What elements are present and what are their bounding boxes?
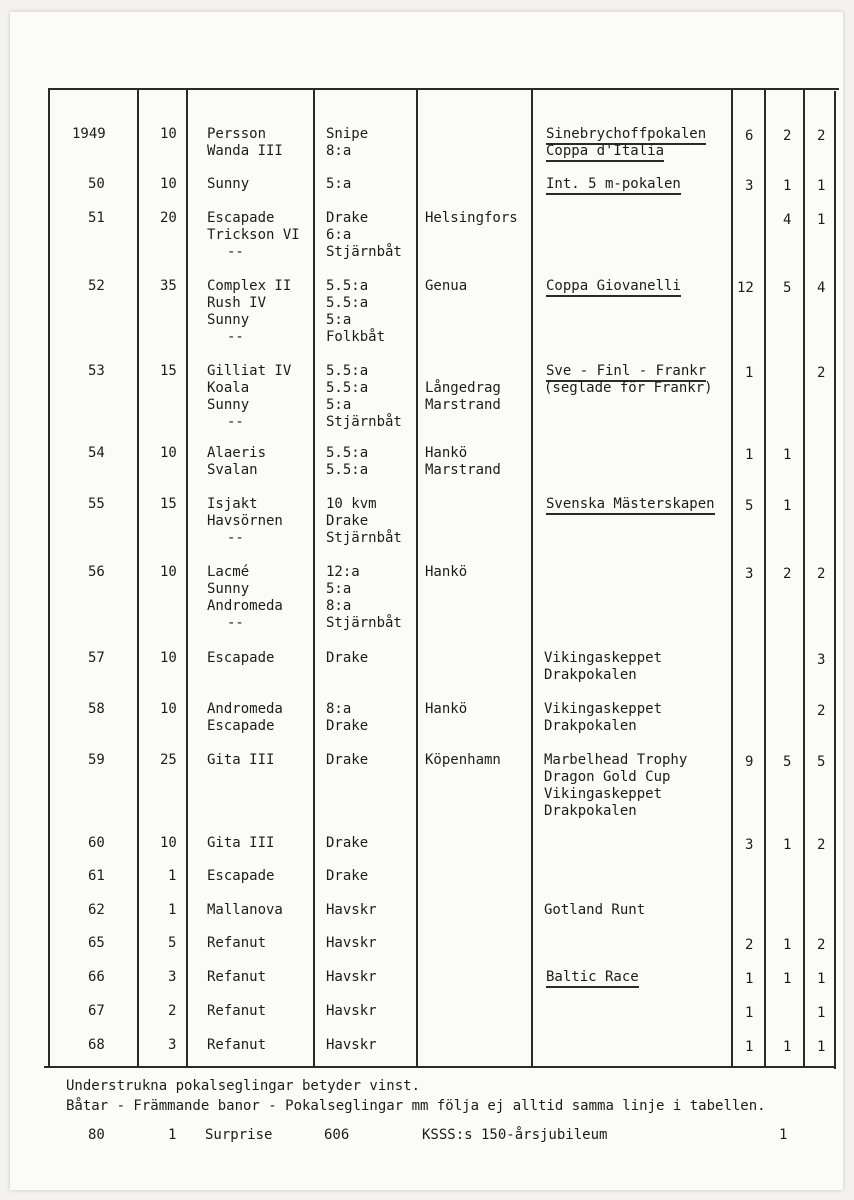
row-boat: Sunny xyxy=(207,397,250,413)
row-c2: 4 xyxy=(783,212,792,228)
row-class: 5.5:a xyxy=(326,278,369,294)
row-class: Stjärnbåt xyxy=(326,244,402,260)
row-boat: Svalan xyxy=(207,462,258,478)
row-c3: 2 xyxy=(817,703,826,719)
row-c3: 1 xyxy=(817,212,826,228)
row-c3: 2 xyxy=(817,365,826,381)
row-boat: Rush IV xyxy=(207,295,267,311)
row-class: 5.5:a xyxy=(326,445,369,461)
row-count: 3 xyxy=(168,1037,177,1053)
row-count: 20 xyxy=(160,210,177,226)
row-count: 10 xyxy=(160,445,177,461)
row-c1: 1 xyxy=(745,365,754,381)
extra-boat: Surprise xyxy=(205,1127,273,1143)
row-class: Drake xyxy=(326,835,369,851)
row-c2: 1 xyxy=(783,837,792,853)
row-class: Havskr xyxy=(326,935,377,951)
table-bottom-border xyxy=(44,1066,835,1068)
column-divider xyxy=(764,90,766,1068)
row-venue: Köpenhamn xyxy=(425,752,501,768)
row-year: 58 xyxy=(88,701,105,717)
row-count: 1 xyxy=(168,868,177,884)
row-trophy: Vikingaskeppet xyxy=(544,786,663,802)
row-c1: 6 xyxy=(745,128,754,144)
row-year: 61 xyxy=(88,868,105,884)
row-class: 12:a xyxy=(326,564,360,580)
row-boat: Complex II xyxy=(207,278,292,294)
row-venue: Långedrag xyxy=(425,380,501,396)
row-boat: Escapade xyxy=(207,210,275,226)
extra-class: 606 xyxy=(324,1127,350,1143)
row-trophy-won: Int. 5 m-pokalen xyxy=(546,176,681,195)
row-trophy-won: Sinebrychoffpokalen xyxy=(546,126,706,145)
row-year: 59 xyxy=(88,752,105,768)
row-year: 50 xyxy=(88,176,105,192)
row-boat: -- xyxy=(227,530,244,546)
row-year: 54 xyxy=(88,445,105,461)
column-divider xyxy=(186,89,188,1067)
row-c2: 1 xyxy=(783,447,792,463)
row-class: 8:a xyxy=(326,701,352,717)
row-class: 5.5:a xyxy=(326,363,369,379)
row-boat: Andromeda xyxy=(207,701,283,717)
extra-count: 1 xyxy=(779,1127,788,1143)
row-trophy-won: Coppa Giovanelli xyxy=(546,278,681,297)
row-venue: Hankö xyxy=(425,564,468,580)
row-boat: Sunny xyxy=(207,581,250,597)
row-c1: 3 xyxy=(745,178,754,194)
row-boat: Koala xyxy=(207,380,250,396)
row-boat: Refanut xyxy=(207,935,267,951)
row-boat: Persson xyxy=(207,126,267,142)
row-c1: 12 xyxy=(737,280,754,296)
row-class: 8:a xyxy=(326,143,352,159)
row-class: 5.5:a xyxy=(326,380,369,396)
column-divider xyxy=(531,90,533,1068)
row-count: 10 xyxy=(160,701,177,717)
column-divider xyxy=(834,91,836,1069)
row-class: Havskr xyxy=(326,969,377,985)
column-divider xyxy=(731,90,733,1068)
row-boat: Isjakt xyxy=(207,496,258,512)
row-count: 10 xyxy=(160,564,177,580)
row-boat: Lacmé xyxy=(207,564,250,580)
row-year: 53 xyxy=(88,363,105,379)
row-class: Stjärnbåt xyxy=(326,615,402,631)
row-class: 10 kvm xyxy=(326,496,377,512)
row-boat: Mallanova xyxy=(207,902,283,918)
row-boat: Escapade xyxy=(207,718,275,734)
row-boat: Havsörnen xyxy=(207,513,283,529)
row-class: 5:a xyxy=(326,176,352,192)
row-class: Stjärnbåt xyxy=(326,414,402,430)
row-trophy: Drakpokalen xyxy=(544,667,637,683)
row-c3: 2 xyxy=(817,128,826,144)
row-trophy: Drakpokalen xyxy=(544,718,637,734)
row-class: 5.5:a xyxy=(326,295,369,311)
row-boat: -- xyxy=(227,615,244,631)
row-venue: Genua xyxy=(425,278,468,294)
row-c2: 1 xyxy=(783,937,792,953)
row-trophy: Vikingaskeppet xyxy=(544,650,663,666)
row-year: 51 xyxy=(88,210,105,226)
row-year: 56 xyxy=(88,564,105,580)
row-c3: 2 xyxy=(817,837,826,853)
row-class: Havskr xyxy=(326,902,377,918)
row-c1: 1 xyxy=(745,447,754,463)
row-year: 67 xyxy=(88,1003,105,1019)
row-c1: 2 xyxy=(745,937,754,953)
row-c3: 2 xyxy=(817,937,826,953)
column-divider xyxy=(803,90,805,1068)
row-class: 5:a xyxy=(326,397,352,413)
row-count: 2 xyxy=(168,1003,177,1019)
row-year: 1949 xyxy=(72,126,106,142)
row-boat: Refanut xyxy=(207,1003,267,1019)
row-class: 6:a xyxy=(326,227,352,243)
row-c2: 1 xyxy=(783,498,792,514)
row-c1: 1 xyxy=(745,971,754,987)
table-top-border xyxy=(48,88,839,90)
row-count: 5 xyxy=(168,935,177,951)
row-c3: 3 xyxy=(817,652,826,668)
row-trophy-won: Coppa d'Italia xyxy=(546,143,664,162)
extra-num: 1 xyxy=(168,1127,177,1143)
extra-year: 80 xyxy=(88,1127,105,1143)
row-count: 10 xyxy=(160,650,177,666)
row-c3: 4 xyxy=(817,280,826,296)
row-c3: 5 xyxy=(817,754,826,770)
row-trophy-won: Baltic Race xyxy=(546,969,639,988)
row-count: 3 xyxy=(168,969,177,985)
row-year: 60 xyxy=(88,835,105,851)
row-class: Havskr xyxy=(326,1037,377,1053)
row-c3: 1 xyxy=(817,1005,826,1021)
row-count: 15 xyxy=(160,363,177,379)
row-boat: Gilliat IV xyxy=(207,363,292,379)
row-class: Havskr xyxy=(326,1003,377,1019)
row-trophy: Dragon Gold Cup xyxy=(544,769,671,785)
row-c2: 2 xyxy=(783,566,792,582)
row-c2: 1 xyxy=(783,971,792,987)
row-class: Drake xyxy=(326,210,369,226)
row-boat: Alaeris xyxy=(207,445,267,461)
row-c2: 5 xyxy=(783,754,792,770)
row-trophy: Marbelhead Trophy xyxy=(544,752,688,768)
row-year: 68 xyxy=(88,1037,105,1053)
row-boat: Escapade xyxy=(207,868,275,884)
row-boat: Trickson VI xyxy=(207,227,300,243)
row-class: Stjärnbåt xyxy=(326,530,402,546)
row-c2: 1 xyxy=(783,178,792,194)
row-class: 5.5:a xyxy=(326,462,369,478)
row-venue: Hankö xyxy=(425,701,468,717)
row-boat: -- xyxy=(227,244,244,260)
footnote-underline: Understrukna pokalseglingar betyder vinst. xyxy=(66,1078,421,1094)
row-trophy: Vikingaskeppet xyxy=(544,701,663,717)
row-c1: 5 xyxy=(745,498,754,514)
row-boat: Gita III xyxy=(207,835,275,851)
row-class: Drake xyxy=(326,718,369,734)
row-boat: Sunny xyxy=(207,176,250,192)
row-class: Folkbåt xyxy=(326,329,386,345)
row-boat: Sunny xyxy=(207,312,250,328)
row-c3: 1 xyxy=(817,971,826,987)
row-class: Drake xyxy=(326,752,369,768)
row-year: 66 xyxy=(88,969,105,985)
row-year: 55 xyxy=(88,496,105,512)
column-divider xyxy=(313,89,315,1067)
row-year: 62 xyxy=(88,902,105,918)
row-boat: Refanut xyxy=(207,1037,267,1053)
row-count: 25 xyxy=(160,752,177,768)
row-class: Drake xyxy=(326,650,369,666)
row-class: 8:a xyxy=(326,598,352,614)
row-count: 15 xyxy=(160,496,177,512)
row-trophy: (seglade för Frankr) xyxy=(544,380,713,396)
row-c2: 2 xyxy=(783,128,792,144)
row-count: 10 xyxy=(160,176,177,192)
row-c1: 3 xyxy=(745,566,754,582)
row-boat: -- xyxy=(227,329,244,345)
column-divider xyxy=(137,88,139,1066)
row-c2: 1 xyxy=(783,1039,792,1055)
row-class: 5:a xyxy=(326,581,352,597)
row-boat: Gita III xyxy=(207,752,275,768)
row-class: Snipe xyxy=(326,126,369,142)
row-trophy-won: Svenska Mästerskapen xyxy=(546,496,715,515)
row-count: 1 xyxy=(168,902,177,918)
row-c1: 9 xyxy=(745,754,754,770)
row-c3: 2 xyxy=(817,566,826,582)
row-class: Drake xyxy=(326,513,369,529)
row-year: 52 xyxy=(88,278,105,294)
row-boat: -- xyxy=(227,414,244,430)
row-count: 10 xyxy=(160,835,177,851)
column-divider xyxy=(48,88,50,1066)
row-c1: 1 xyxy=(745,1039,754,1055)
footnote-columns: Båtar - Främmande banor - Pokalseglingar mm följa ej alltid samma linje i tabellen. xyxy=(66,1098,766,1114)
row-venue: Marstrand xyxy=(425,397,501,413)
row-count: 10 xyxy=(160,126,177,142)
row-venue: Marstrand xyxy=(425,462,501,478)
row-count: 35 xyxy=(160,278,177,294)
row-boat: Andromeda xyxy=(207,598,283,614)
document-page xyxy=(10,12,843,1190)
column-divider xyxy=(416,89,418,1067)
row-trophy-won: Sve - Finl - Frankr xyxy=(546,363,706,382)
row-boat: Escapade xyxy=(207,650,275,666)
row-year: 65 xyxy=(88,935,105,951)
row-c1: 1 xyxy=(745,1005,754,1021)
row-c2: 5 xyxy=(783,280,792,296)
row-c3: 1 xyxy=(817,1039,826,1055)
row-class: Drake xyxy=(326,868,369,884)
row-c3: 1 xyxy=(817,178,826,194)
row-year: 57 xyxy=(88,650,105,666)
row-boat: Refanut xyxy=(207,969,267,985)
row-boat: Wanda III xyxy=(207,143,283,159)
extra-event: KSSS:s 150-årsjubileum xyxy=(422,1127,608,1143)
row-trophy: Drakpokalen xyxy=(544,803,637,819)
row-trophy: Gotland Runt xyxy=(544,902,646,918)
row-c1: 3 xyxy=(745,837,754,853)
row-venue: Hankö xyxy=(425,445,468,461)
row-venue: Helsingfors xyxy=(425,210,518,226)
row-class: 5:a xyxy=(326,312,352,328)
